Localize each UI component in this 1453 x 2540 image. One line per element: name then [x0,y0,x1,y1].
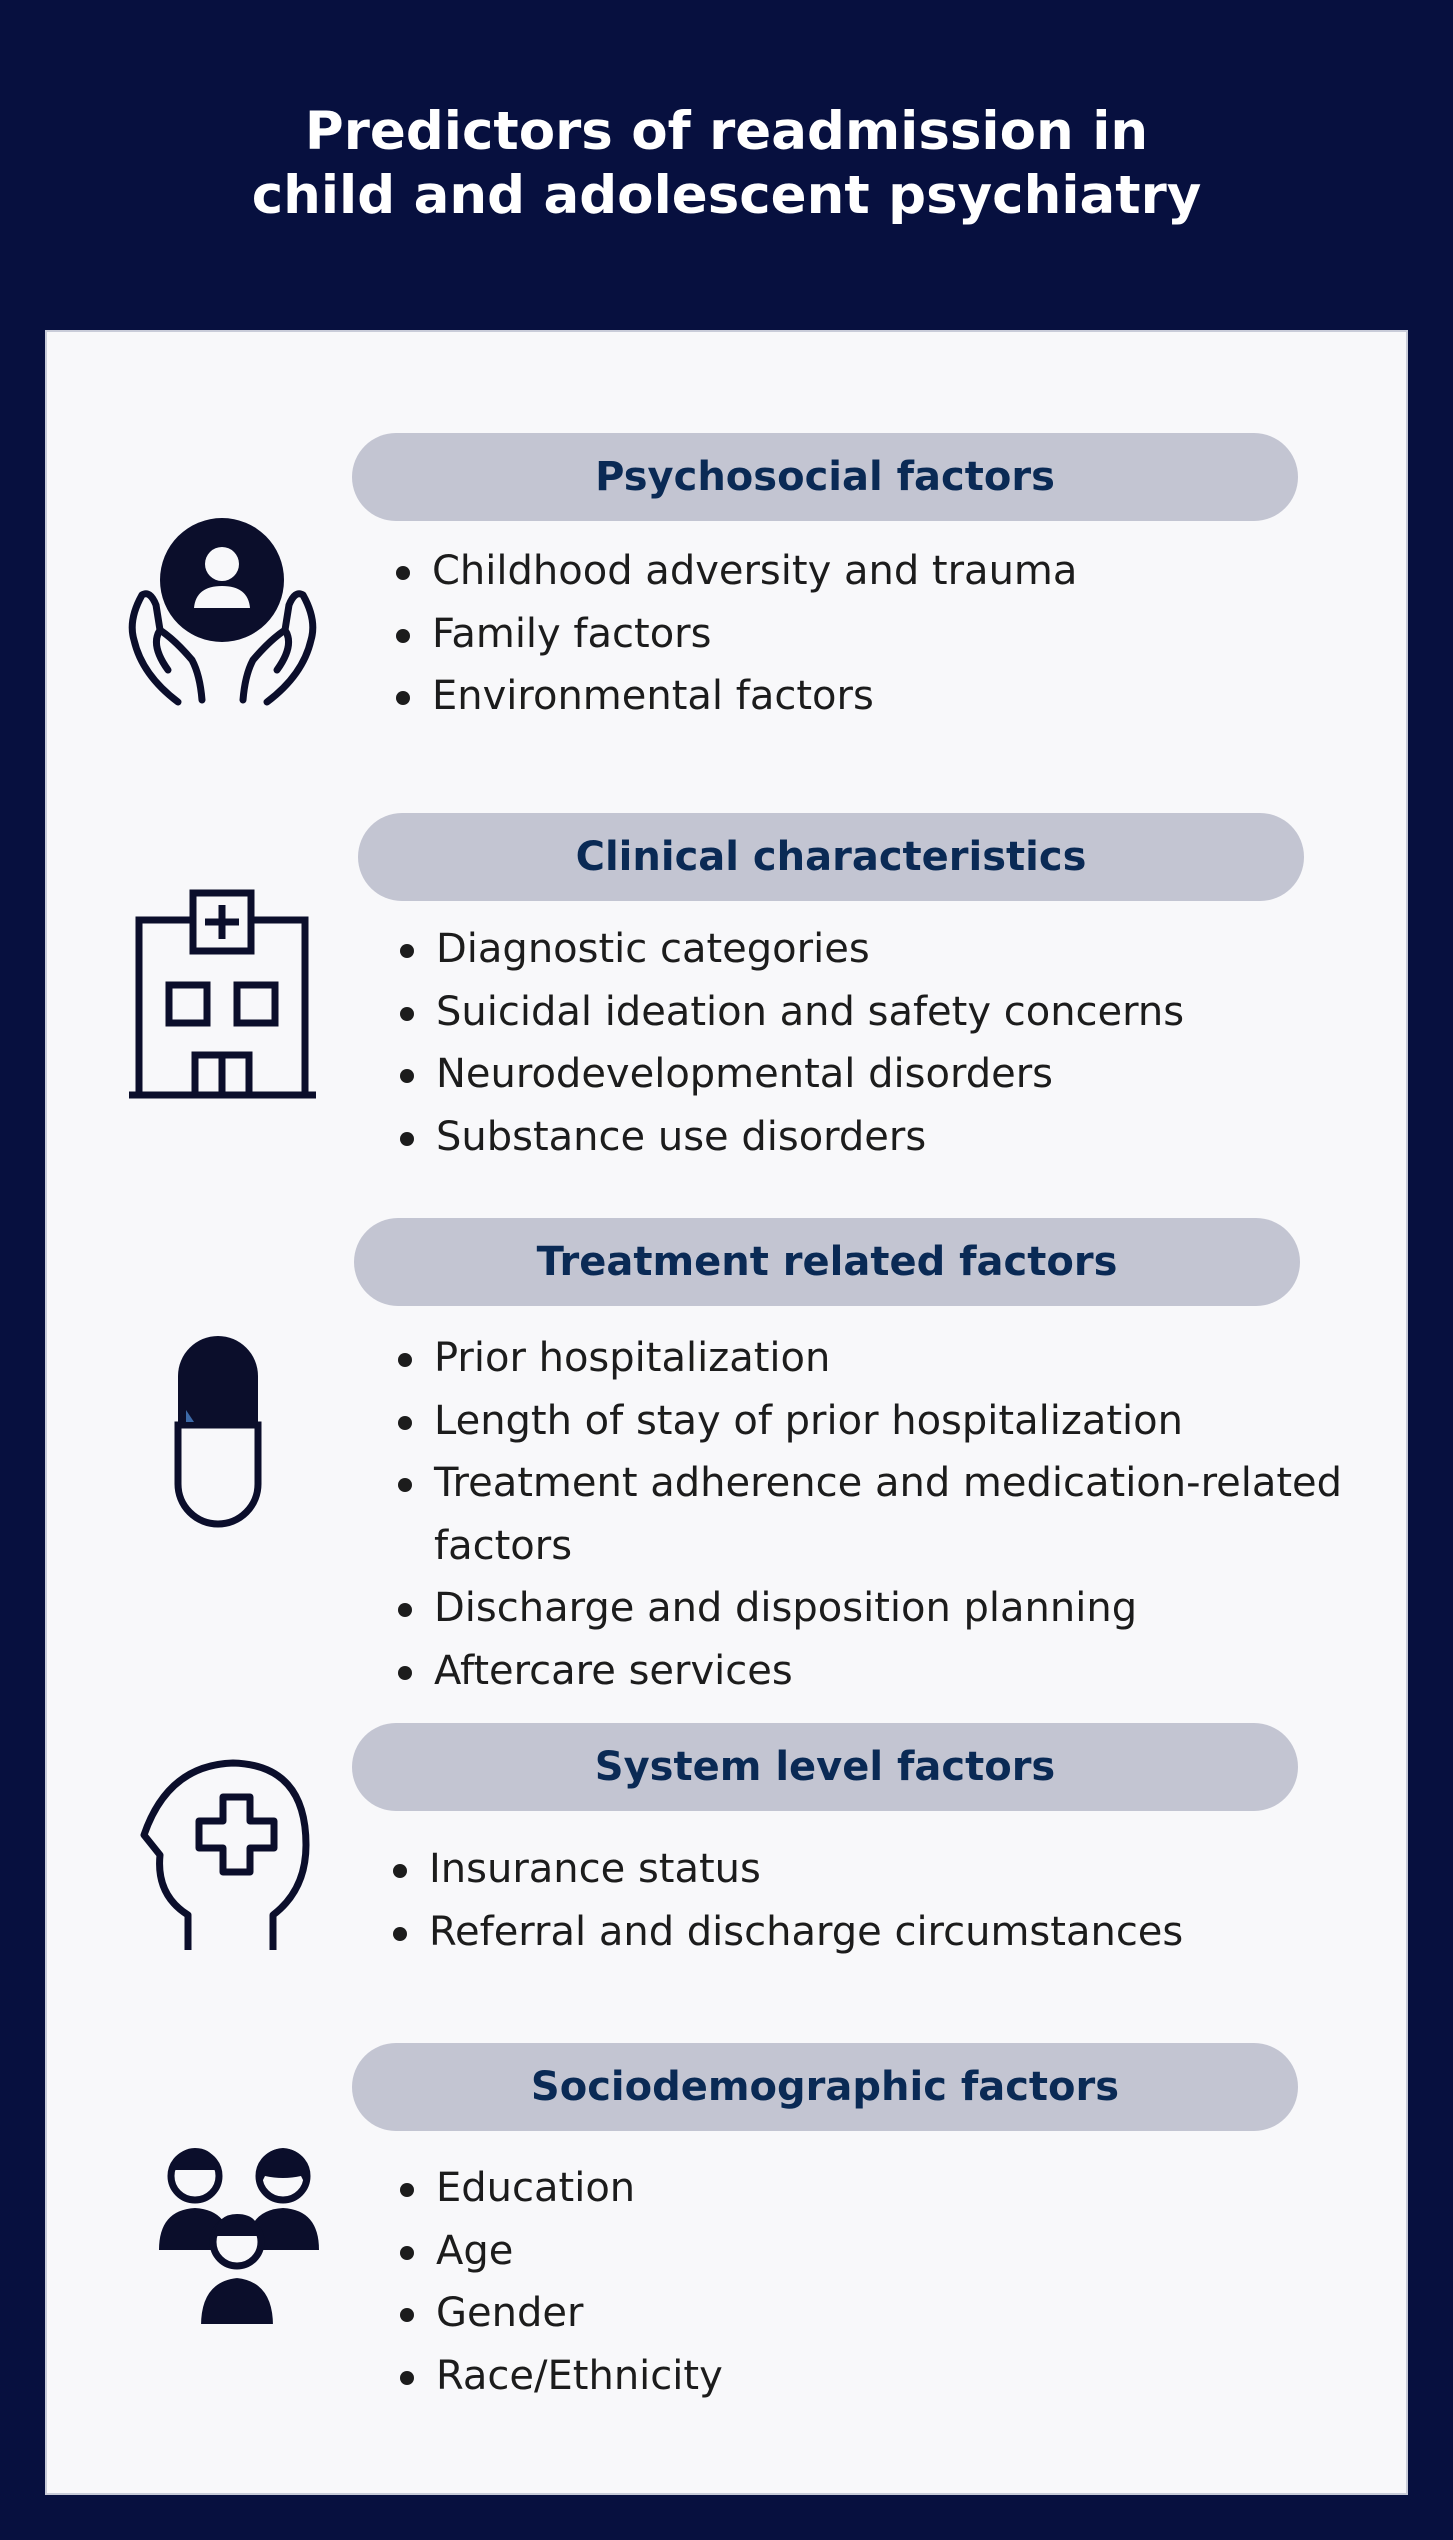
list-system [393,1838,1183,1963]
section-heading-system: System level factors [352,1723,1298,1811]
section-heading-psychosocial: Psychosocial factors [352,433,1298,521]
list-item: Aftercare services [398,1640,1348,1703]
list-item: Length of stay of prior hospitalization [398,1390,1348,1453]
list-item: Insurance status [393,1838,1183,1901]
hospital-icon [125,885,320,1100]
list-psychosocial [396,540,1077,728]
list-sociodemographic [400,2157,723,2407]
section-heading-treatment: Treatment related factors [354,1218,1300,1306]
section-heading-sociodemographic: Sociodemographic factors [352,2043,1298,2131]
title-line-1: Predictors of readmission in [304,101,1149,162]
list-item: Education [400,2157,723,2220]
list-item: Discharge and disposition planning [398,1577,1348,1640]
hands-person-icon [120,510,325,710]
page-title [0,100,1453,228]
list-item: Gender [400,2282,723,2345]
list-item: Neurodevelopmental disorders [400,1043,1184,1106]
list-item: Race/Ethnicity [400,2345,723,2408]
list-item: Referral and discharge circumstances [393,1901,1183,1964]
list-clinical [400,918,1184,1168]
list-item: Suicidal ideation and safety concerns [400,981,1184,1044]
list-item: Prior hospitalization [398,1327,1348,1390]
list-treatment [398,1327,1348,1702]
people-group-icon [155,2140,325,2330]
list-item: Substance use disorders [400,1106,1184,1169]
list-item: Childhood adversity and trauma [396,540,1077,603]
list-item: Diagnostic categories [400,918,1184,981]
head-medical-cross-icon [138,1755,313,1955]
title-line-2: child and adolescent psychiatry [251,165,1202,226]
list-item: Environmental factors [396,665,1077,728]
section-heading-clinical: Clinical characteristics [358,813,1304,901]
list-item: Family factors [396,603,1077,666]
capsule-icon [172,1330,264,1530]
list-item: Age [400,2220,723,2283]
list-item: Treatment adherence and medication-related factors [398,1452,1348,1577]
